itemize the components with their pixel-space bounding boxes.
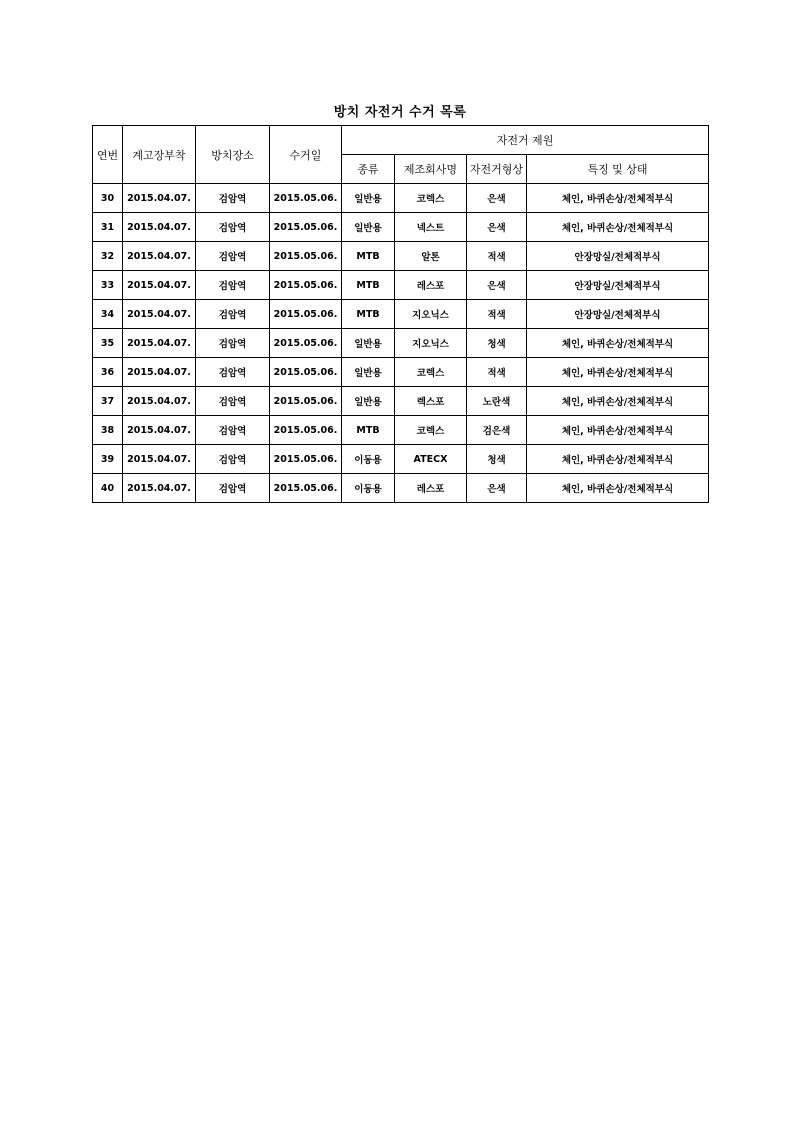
bicycle-list-table	[92, 125, 709, 503]
cell-features: 체인, 바퀴손상/전체적부식	[527, 213, 709, 242]
cell-location: 검암역	[196, 300, 270, 329]
cell-shape: 노란색	[467, 387, 527, 416]
cell-features: 체인, 바퀴손상/전체적부식	[527, 474, 709, 503]
cell-maker: 코렉스	[395, 184, 467, 213]
cell-shape: 은색	[467, 271, 527, 300]
header-collect-date: 수거일	[270, 126, 342, 184]
cell-maker: 렉스포	[395, 387, 467, 416]
cell-location: 검암역	[196, 387, 270, 416]
cell-notice-date: 2015.04.07.	[123, 184, 196, 213]
cell-seq: 39	[93, 445, 123, 474]
cell-collect-date: 2015.05.06.	[270, 184, 342, 213]
cell-notice-date: 2015.04.07.	[123, 445, 196, 474]
cell-type: 이동용	[342, 445, 395, 474]
cell-collect-date: 2015.05.06.	[270, 445, 342, 474]
header-seq: 연번	[93, 126, 123, 184]
document-title: 방치 자전거 수거 목록	[333, 105, 467, 120]
cell-seq: 33	[93, 271, 123, 300]
cell-shape: 청색	[467, 329, 527, 358]
header-features: 특징 및 상태	[527, 155, 709, 184]
header-location: 방치장소	[196, 126, 270, 184]
cell-collect-date: 2015.05.06.	[270, 387, 342, 416]
cell-features: 안장망실/전체적부식	[527, 300, 709, 329]
table-row	[93, 416, 709, 445]
cell-shape: 검은색	[467, 416, 527, 445]
cell-features: 체인, 바퀴손상/전체적부식	[527, 184, 709, 213]
header-shape: 자전거형상	[467, 155, 527, 184]
cell-shape: 적색	[467, 300, 527, 329]
cell-seq: 35	[93, 329, 123, 358]
cell-shape: 은색	[467, 474, 527, 503]
cell-maker: ATECX	[395, 445, 467, 474]
cell-seq: 37	[93, 387, 123, 416]
cell-features: 체인, 바퀴손상/전체적부식	[527, 445, 709, 474]
cell-location: 검암역	[196, 358, 270, 387]
table-row	[93, 445, 709, 474]
cell-shape: 은색	[467, 213, 527, 242]
cell-features: 체인, 바퀴손상/전체적부식	[527, 416, 709, 445]
cell-seq: 34	[93, 300, 123, 329]
cell-maker: 지오닉스	[395, 300, 467, 329]
table-row	[93, 213, 709, 242]
cell-maker: 레스포	[395, 474, 467, 503]
cell-maker: 레스포	[395, 271, 467, 300]
cell-location: 검암역	[196, 416, 270, 445]
cell-location: 검암역	[196, 271, 270, 300]
cell-collect-date: 2015.05.06.	[270, 213, 342, 242]
table-row	[93, 329, 709, 358]
cell-features: 체인, 바퀴손상/전체적부식	[527, 329, 709, 358]
cell-location: 검암역	[196, 474, 270, 503]
header-type: 종류	[342, 155, 395, 184]
cell-location: 검암역	[196, 329, 270, 358]
cell-maker: 지오닉스	[395, 329, 467, 358]
cell-maker: 코렉스	[395, 358, 467, 387]
cell-type: MTB	[342, 300, 395, 329]
table-row	[93, 387, 709, 416]
cell-type: 이동용	[342, 474, 395, 503]
cell-type: 일반용	[342, 184, 395, 213]
cell-features: 안장망실/전체적부식	[527, 242, 709, 271]
cell-collect-date: 2015.05.06.	[270, 242, 342, 271]
cell-seq: 38	[93, 416, 123, 445]
header-maker: 제조회사명	[395, 155, 467, 184]
table-row	[93, 300, 709, 329]
cell-type: 일반용	[342, 329, 395, 358]
cell-seq: 30	[93, 184, 123, 213]
cell-notice-date: 2015.04.07.	[123, 358, 196, 387]
cell-type: 일반용	[342, 358, 395, 387]
cell-notice-date: 2015.04.07.	[123, 416, 196, 445]
cell-features: 안장망실/전체적부식	[527, 271, 709, 300]
cell-location: 검암역	[196, 213, 270, 242]
cell-type: 일반용	[342, 387, 395, 416]
cell-notice-date: 2015.04.07.	[123, 242, 196, 271]
cell-features: 체인, 바퀴손상/전체적부식	[527, 358, 709, 387]
cell-collect-date: 2015.05.06.	[270, 271, 342, 300]
cell-seq: 36	[93, 358, 123, 387]
cell-location: 검암역	[196, 184, 270, 213]
cell-seq: 32	[93, 242, 123, 271]
cell-location: 검암역	[196, 242, 270, 271]
table-row	[93, 271, 709, 300]
table-row	[93, 242, 709, 271]
header-row-1	[93, 126, 709, 155]
table-row	[93, 474, 709, 503]
cell-collect-date: 2015.05.06.	[270, 474, 342, 503]
cell-notice-date: 2015.04.07.	[123, 329, 196, 358]
cell-features: 체인, 바퀴손상/전체적부식	[527, 387, 709, 416]
table-body	[93, 184, 709, 503]
cell-maker: 알톤	[395, 242, 467, 271]
cell-notice-date: 2015.04.07.	[123, 300, 196, 329]
cell-collect-date: 2015.05.06.	[270, 358, 342, 387]
cell-seq: 40	[93, 474, 123, 503]
cell-type: 일반용	[342, 213, 395, 242]
cell-notice-date: 2015.04.07.	[123, 474, 196, 503]
table-row	[93, 358, 709, 387]
cell-shape: 적색	[467, 242, 527, 271]
table-row	[93, 184, 709, 213]
cell-collect-date: 2015.05.06.	[270, 416, 342, 445]
cell-maker: 넥스트	[395, 213, 467, 242]
cell-shape: 청색	[467, 445, 527, 474]
cell-notice-date: 2015.04.07.	[123, 387, 196, 416]
cell-type: MTB	[342, 242, 395, 271]
header-notice-date: 계고장부착	[123, 126, 196, 184]
cell-type: MTB	[342, 271, 395, 300]
cell-notice-date: 2015.04.07.	[123, 271, 196, 300]
cell-type: MTB	[342, 416, 395, 445]
cell-collect-date: 2015.05.06.	[270, 300, 342, 329]
cell-location: 검암역	[196, 445, 270, 474]
cell-maker: 코렉스	[395, 416, 467, 445]
cell-shape: 은색	[467, 184, 527, 213]
cell-collect-date: 2015.05.06.	[270, 329, 342, 358]
cell-notice-date: 2015.04.07.	[123, 213, 196, 242]
header-spec-group: 자전거 제원	[342, 126, 709, 155]
cell-seq: 31	[93, 213, 123, 242]
cell-shape: 적색	[467, 358, 527, 387]
